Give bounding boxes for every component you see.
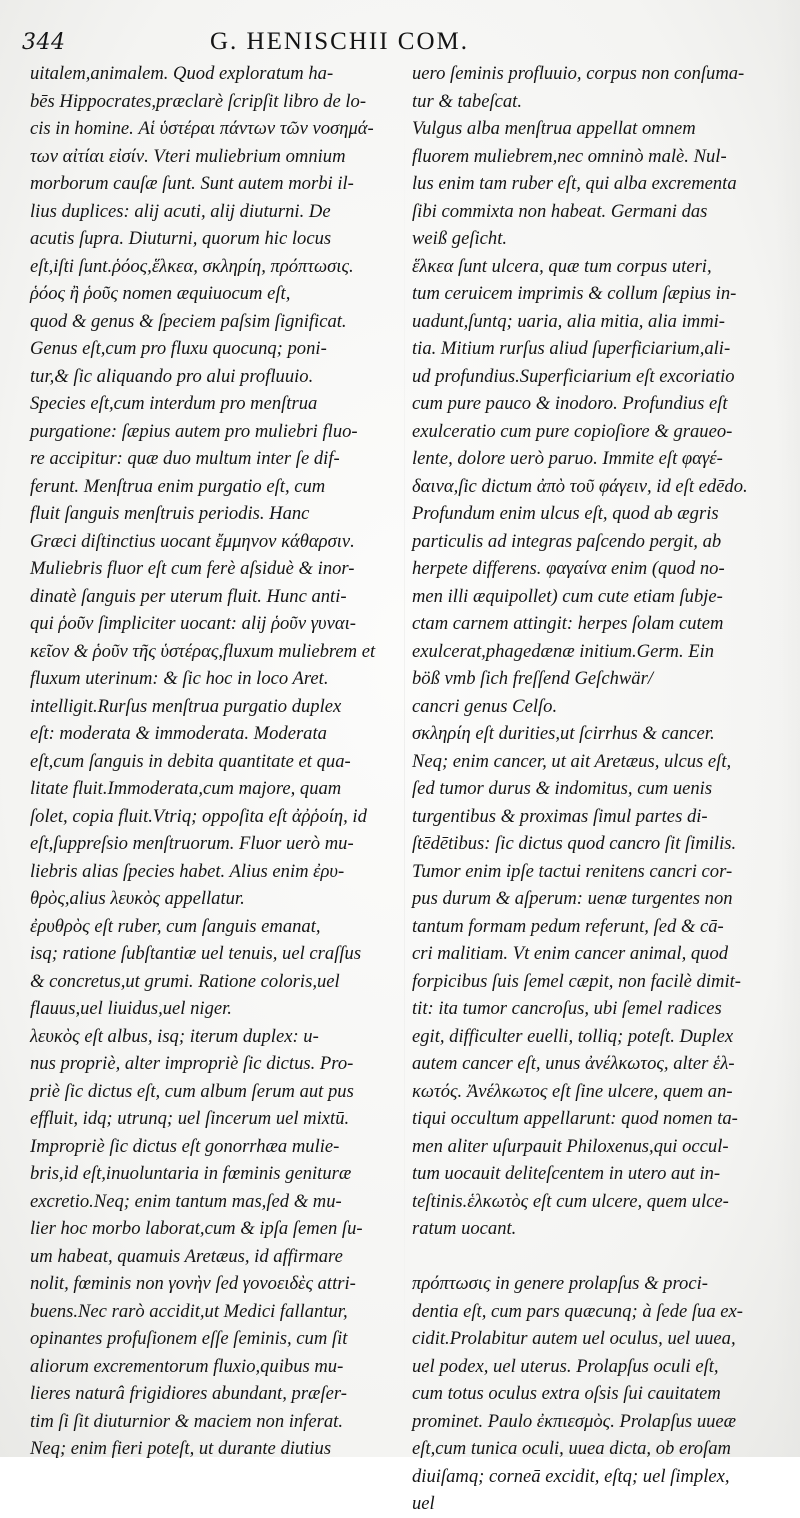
left-column-line: fluxum uterinum: & ſic hoc in loco Aret. xyxy=(30,668,329,689)
left-column-line: Impropriè ſic dictus eſt gonorrhæa mulie- xyxy=(30,1135,340,1157)
right-column-line: pus durum & aſperum: uenæ turgentes non xyxy=(412,888,733,909)
left-column-line: eſt,iſti ſunt.ῥόος,ἕλκεα, σκληρίη, πρόπτωσις. xyxy=(30,255,354,277)
left-column-line: Græci diſtinctius uocant ἔμμηνον κάθαρσιν. xyxy=(30,530,355,552)
right-column-line: tur & tabeſcat. xyxy=(412,90,523,112)
left-column-line: re accipitur: quæ duo multum inter ſe dif- xyxy=(30,448,340,469)
right-column-line: men illi æquipollet) cum cute etiam ſubje- xyxy=(412,585,723,607)
right-column-line: autem cancer eſt, unus ἀνέλκωτος, alter ἑλ- xyxy=(412,1053,735,1074)
left-column-line: των αἰτίαι εἰσίν. Vteri muliebrium omnium xyxy=(30,145,346,167)
left-column-line: purgatione: ſæpius autem pro muliebri fluo- xyxy=(30,420,358,442)
left-column-line: cis in homine. Αἱ ὑστέραι πάντων τῶν νοσημά- xyxy=(30,118,374,139)
right-column-line: cum pure pauco & inodoro. Profundius eſt xyxy=(412,393,728,414)
right-column-line: σκληρίη eſt durities,ut ſcirrhus & cancer. xyxy=(412,723,715,744)
left-column-line: nus propriè, alter impropriè ſic dictus. Pro- xyxy=(30,1053,354,1074)
left-column-line: ἐρυθρὸς eſt ruber, cum ſanguis emanat, xyxy=(30,915,321,937)
left-column-line: acutis ſupra. Diuturni, quorum hic locus xyxy=(30,228,332,249)
right-column-line: tum uocauit deliteſcentem in utero aut in- xyxy=(412,1163,721,1184)
right-column-line xyxy=(412,1243,775,1271)
right-column-line: cancri genus Celſo. xyxy=(412,695,558,717)
right-column-line: particulis ad integras paſcendo pergit, ab xyxy=(412,530,722,552)
left-column-line: flauus,uel liuidus,uel niger. xyxy=(30,998,232,1019)
left-column-line: bris,id eſt,inuoluntaria in fœminis genituræ xyxy=(30,1163,352,1184)
left-column xyxy=(30,60,402,1459)
right-column-line: ſibi commixta non habeat. Germani das xyxy=(412,200,708,222)
right-column-line: ratum uocant. xyxy=(412,1218,517,1239)
right-column-line: uel podex, uel uterus. Prolapſus oculi eſt, xyxy=(412,1355,719,1377)
right-column-line: ſtēdētibus: ſic dictus quod cancro ſit ſimilis. xyxy=(412,833,737,854)
right-column-line: exulcerat,phagedænæ initium.Germ. Ein xyxy=(412,640,715,662)
left-column-line: & concretus,ut grumi. Ratione coloris,uel xyxy=(30,970,340,992)
right-column xyxy=(412,60,775,1514)
right-column-line: ctam carnem attingit: herpes ſolam cutem xyxy=(412,613,724,634)
right-column-line: cum totus oculus extra oſsis ſui cauitatem xyxy=(412,1383,721,1404)
right-column-line: ud profundius.Superficiarium eſt excoriatio xyxy=(412,365,735,387)
left-column-line: quod & genus & ſpeciem paſsim ſignificat. xyxy=(30,310,347,332)
right-column-line: ſed tumor durus & indomitus, cum uenis xyxy=(412,778,713,799)
left-column-line: Genus eſt,cum pro fluxu quocunq; poni- xyxy=(30,338,327,359)
left-column-line: aliorum excrementorum fluxio,quibus mu- xyxy=(30,1355,344,1377)
left-column-line: buens.Nec rarò accidit,ut Medici fallantur, xyxy=(30,1300,348,1322)
left-column-line: Muliebris fluor eſt cum ferè aſsiduè & inor- xyxy=(30,558,355,579)
right-column-line: men aliter uſurpauit Philoxenus,qui occul- xyxy=(412,1135,729,1157)
right-column-line: prominet. Paulo ἐκπιεσμὸς. Prolapſus uueæ xyxy=(412,1410,737,1432)
right-column-line: Tumor enim ipſe tactui renitens cancri cor- xyxy=(412,860,733,882)
left-column-line: intelligit.Rurſus menſtrua purgatio duplex xyxy=(30,695,342,717)
right-column-line: dentia eſt, cum pars quæcunq; à ſede ſua ex- xyxy=(412,1300,743,1322)
right-column-line: uero ſeminis profluuio, corpus non conſuma- xyxy=(412,63,745,84)
left-column-line: nolit, fœminis non γονὴν ſed γονοειδὲς attri- xyxy=(30,1273,356,1294)
left-column-line: priè ſic dictus eſt, cum album ſerum aut pus xyxy=(30,1080,354,1102)
right-column-line: tum ceruicem imprimis & collum ſæpius in- xyxy=(412,283,737,304)
left-column-line: ſolet, copia fluit.Vtriq; oppoſita eſt ἀῤῥοίη, id xyxy=(30,805,367,827)
left-column-line: bēs Hippocrates,præclarè ſcripſit libro de lo- xyxy=(30,90,367,112)
left-column-line: ferunt. Menſtrua enim purgatio eſt, cum xyxy=(30,475,326,497)
left-column-line: effluit, idq; utrunq; uel ſincerum uel mixtū. xyxy=(30,1108,350,1129)
left-column-line: tur,& ſic aliquando pro alui profluuio. xyxy=(30,365,314,387)
left-column-line: opinantes profuſionem eſſe ſeminis, cum ſit xyxy=(30,1328,348,1349)
left-column-line: dinatè ſanguis per uterum fluit. Hunc anti- xyxy=(30,585,347,607)
column-gutter xyxy=(404,60,405,1440)
right-column-line: tit: ita tumor cancroſus, ubi ſemel radices xyxy=(412,998,722,1019)
running-head: G. HENISCHII COM. xyxy=(210,28,469,55)
right-column-line: turgentibus & proximas ſimul partes di- xyxy=(412,805,708,827)
left-column-line: ῥόος ἢ ῥοῦς nomen æquiuocum eſt, xyxy=(30,283,291,304)
right-column-line: uel xyxy=(412,1493,435,1514)
right-column-line: πρόπτωσις in genere prolapſus & proci- xyxy=(412,1273,708,1294)
right-column-line: lente, dolore uerò paruo. Immite eſt φαγέ- xyxy=(412,448,723,469)
left-column-line: eſt,ſuppreſsio menſtruorum. Fluor uerò mu- xyxy=(30,833,354,854)
right-column-line: exulceratio cum pure copioſiore & graueo- xyxy=(412,420,733,442)
left-column-line: eſt,cum ſanguis in debita quantitate et qua- xyxy=(30,750,351,772)
right-column-line: Profundum enim ulcus eſt, quod ab ægris xyxy=(412,503,719,524)
left-column-line: um habeat, quamuis Aretæus, id affirmare xyxy=(30,1245,343,1267)
right-column-line: eſt,cum tunica oculi, uuea dicta, ob eroſam xyxy=(412,1438,731,1459)
right-column-line: tiqui occultum appellarunt: quod nomen ta- xyxy=(412,1108,738,1129)
left-column-line: Neq; enim fieri poteſt, ut durante diutius xyxy=(30,1438,332,1459)
right-column-line: egit, difficulter euelli, tolliq; poteſt. Duplex xyxy=(412,1025,734,1047)
left-column-line: tim ſi ſit diuturnior & maciem non inferat. xyxy=(30,1410,343,1432)
left-column-line: excretio.Neq; enim tantum mas,ſed & mu- xyxy=(30,1190,342,1212)
page-number: 344 xyxy=(22,30,66,55)
right-column-line: herpete differens. φαγαίνα enim (quod no- xyxy=(412,558,725,579)
left-column-line: uitalem,animalem. Quod exploratum ha- xyxy=(30,63,334,84)
right-column-line: uadunt,ſuntq; uaria, alia mitia, alia immi- xyxy=(412,310,725,332)
right-column-line: lus enim tam ruber eſt, qui alba excrementa xyxy=(412,173,737,194)
right-column-line: κωτός. Ἀνέλκωτος eſt ſine ulcere, quem an- xyxy=(412,1080,733,1102)
left-column-line: morborum cauſæ ſunt. Sunt autem morbi il- xyxy=(30,173,354,194)
left-column-line: lius duplices: alij acuti, alij diuturni. De xyxy=(30,200,331,222)
page-edge-shadow xyxy=(776,0,800,1457)
left-column-line: isq; ratione ſubſtantiæ uel tenuis, uel craſſus xyxy=(30,943,362,964)
right-column-line: böß vmb ſich freſſend Geſchwär/ xyxy=(412,668,653,689)
left-column-line: fluit ſanguis menſtruis periodis. Hanc xyxy=(30,503,310,524)
left-column-line: liebris alias ſpecies habet. Alius enim ἐρυ- xyxy=(30,860,345,882)
right-column-line: teſtinis.ἑλκωτὸς eſt cum ulcere, quem ulce- xyxy=(412,1190,729,1212)
right-column-line: δαινα,ſic dictum ἀπὸ τοῦ φάγειν, id eſt edēdo. xyxy=(412,475,748,497)
left-column-line: κεῖον & ῥοῦν τῆς ὑστέρας,fluxum muliebrem et xyxy=(30,640,376,662)
right-column-line: Neq; enim cancer, ut ait Aretæus, ulcus eſt, xyxy=(412,750,732,772)
right-column-line: ἕλκεα ſunt ulcera, quæ tum corpus uteri, xyxy=(412,255,712,277)
left-column-line: θρὸς,alius λευκὸς appellatur. xyxy=(30,888,245,909)
right-column-line: Vulgus alba menſtrua appellat omnem xyxy=(412,118,696,139)
right-column-line: weiß geſicht. xyxy=(412,228,508,249)
left-column-line: lieres naturâ frigidiores abundant, præſer- xyxy=(30,1383,347,1404)
right-column-line: diuiſamq; corneā excidit, eſtq; uel ſimplex, xyxy=(412,1465,730,1487)
left-column-line: λευκὸς eſt albus, isq; iterum duplex: u- xyxy=(30,1025,319,1047)
left-column-line: Species eſt,cum interdum pro menſtrua xyxy=(30,393,318,414)
left-column-line: qui ῥοῦν ſimpliciter uocant: alij ῥοῦν γυναι- xyxy=(30,613,356,634)
right-column-line: fluorem muliebrem,nec omninò malè. Nul- xyxy=(412,145,727,167)
right-column-line: cri malitiam. Vt enim cancer animal, quod xyxy=(412,943,729,964)
left-column-line: eſt: moderata & immoderata. Moderata xyxy=(30,723,327,744)
left-column-line: lier hoc morbo laborat,cum & ipſa ſemen ſu- xyxy=(30,1218,363,1239)
left-column-line: litate fluit.Immoderata,cum majore, quam xyxy=(30,778,342,799)
right-column-line: forpicibus ſuis ſemel cæpit, non facilè dimit- xyxy=(412,970,741,992)
right-column-line: cidit.Prolabitur autem uel oculus, uel uuea, xyxy=(412,1328,736,1349)
right-column-line: tia. Mitium rurſus aliud ſuperficiarium,ali- xyxy=(412,338,731,359)
right-column-line: tantum formam pedum referunt, ſed & cā- xyxy=(412,915,724,937)
